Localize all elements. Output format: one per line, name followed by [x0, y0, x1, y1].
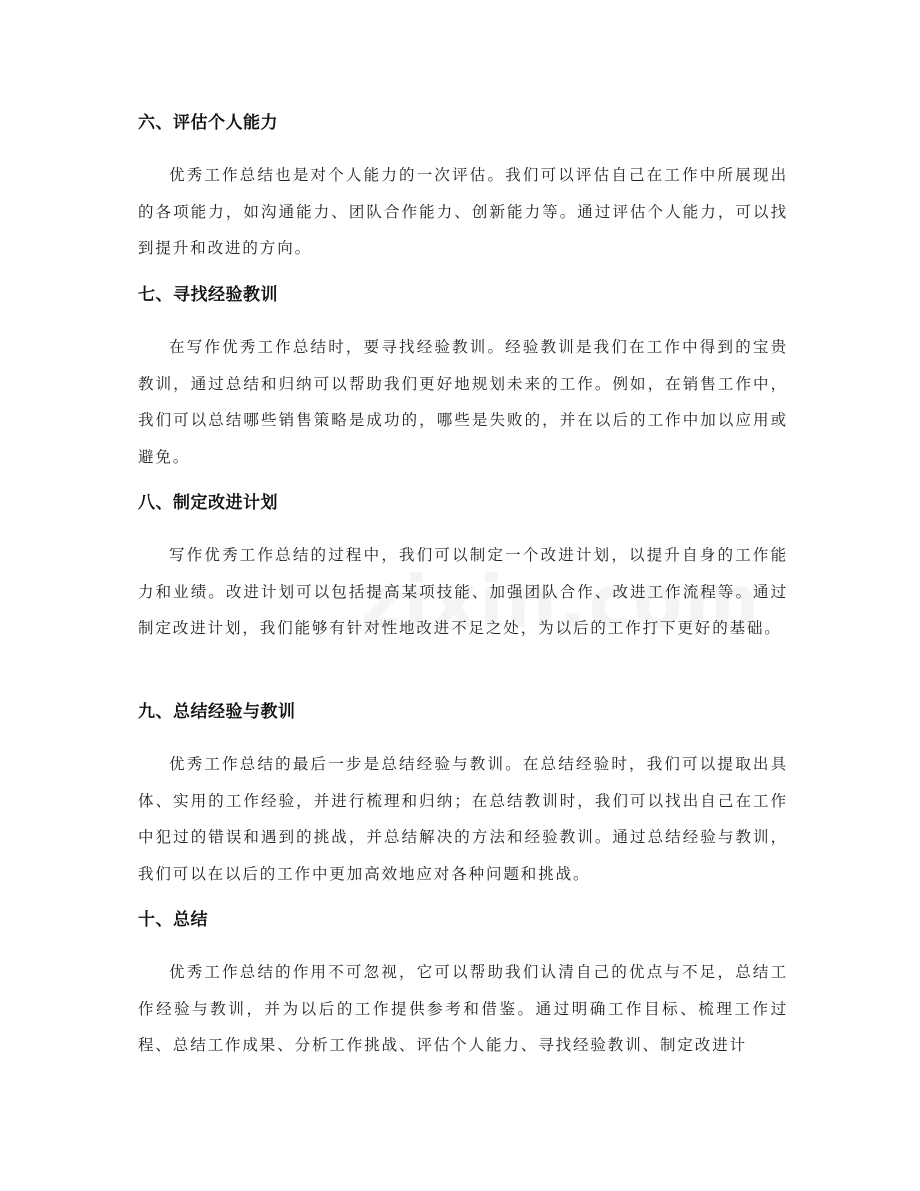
- section-heading: 八、制定改进计划: [138, 493, 278, 513]
- section-improvement-plan: [138, 491, 788, 647]
- section-paragraph: 优秀工作总结也是对个人能力的一次评估。我们可以评估自己在工作中所展现出的各项能力，如沟通能力、团队合作能力、创新能力等。通过评估个人能力，可以找到提升和改进的方向。: [138, 166, 788, 257]
- section-heading: 十、总结: [138, 910, 208, 930]
- section-heading: 六、评估个人能力: [138, 113, 278, 133]
- section-paragraph: 在写作优秀工作总结时，要寻找经验教训。经验教训是我们在工作中得到的宝贵教训，通过总结和归纳可以帮助我们更好地规划未来的工作。例如，在销售工作中，我们可以总结哪些销售策略是成功的，哪些是失败的，并在以后的工作中加以应用或避免。: [138, 338, 788, 466]
- section-heading: 九、总结经验与教训: [138, 702, 296, 722]
- section-paragraph: 优秀工作总结的作用不可忽视，它可以帮助我们认清自己的优点与不足，总结工作经验与教训，并为以后的工作提供参考和借鉴。通过明确工作目标、梳理工作过程、总结工作成果、分析工作挑战、评估个人能力、寻找经验教训、制定改进计: [138, 963, 788, 1054]
- section-paragraph: 优秀工作总结的最后一步是总结经验与教训。在总结经验时，我们可以提取出具体、实用的工作经验，并进行梳理和归纳；在总结教训时，我们可以找出自己在工作中犯过的错误和遇到的挑战，并总结解决的方法和经验教训。通过总结经验与教训，我们可以在以后的工作中更加高效地应对各种问题和挑战。: [138, 755, 788, 883]
- section-find-lessons: [138, 283, 788, 475]
- section-heading: 七、寻找经验教训: [138, 285, 278, 305]
- section-evaluate-ability: [138, 111, 788, 267]
- section-paragraph: 写作优秀工作总结的过程中，我们可以制定一个改进计划，以提升自身的工作能力和业绩。改进计划可以包括提高某项技能、加强团队合作、改进工作流程等。通过制定改进计划，我们能够有针对性地改进不足之处，为以后的工作打下更好的基础。: [138, 546, 788, 637]
- section-conclusion: [138, 908, 788, 1064]
- section-summarize-experience: [138, 700, 788, 892]
